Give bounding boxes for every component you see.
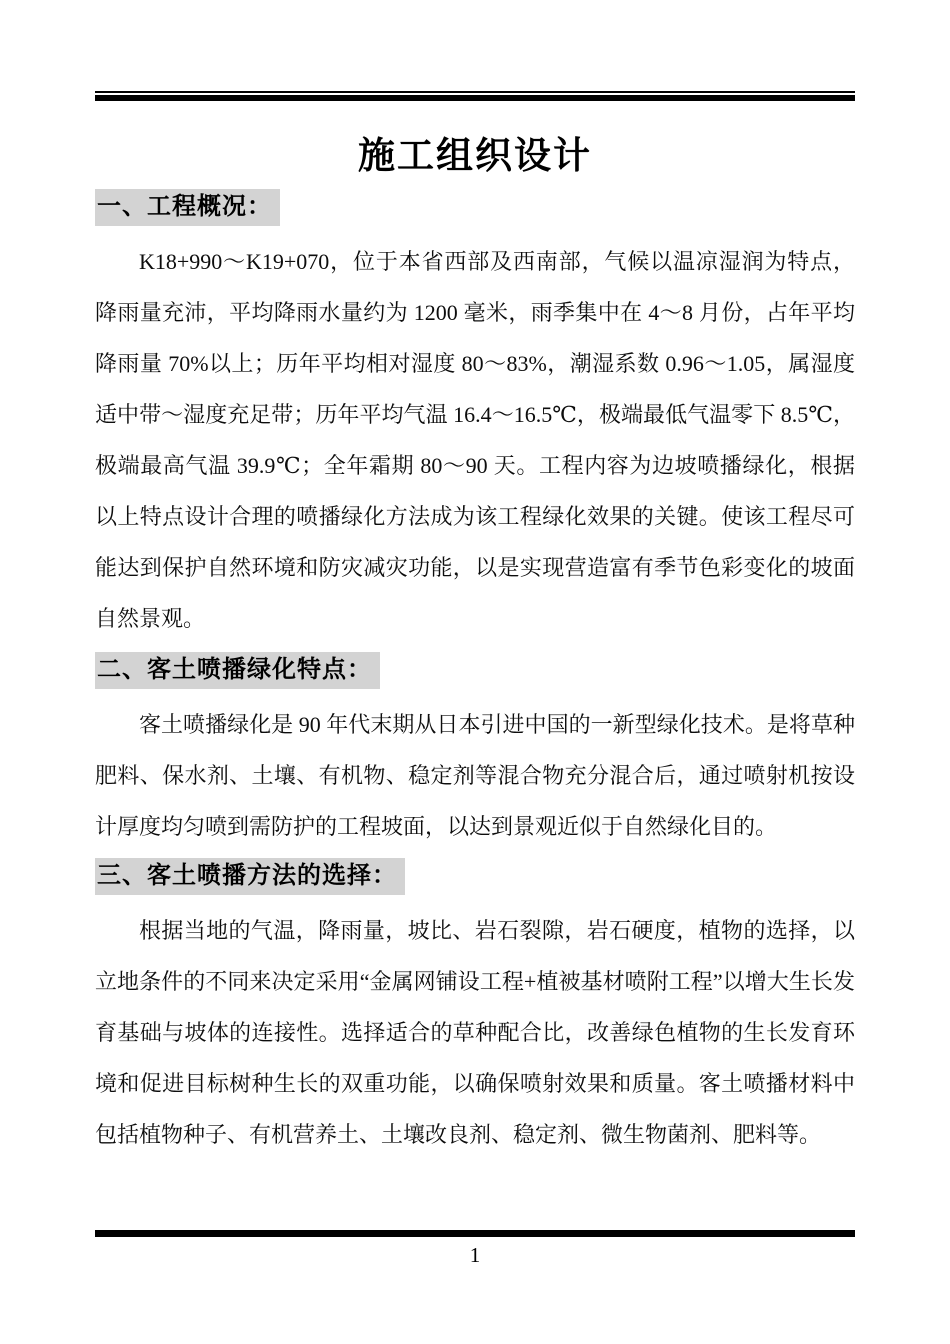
section-1-heading-row [95, 189, 855, 226]
section-2-paragraph: 客土喷播绿化是 90 年代末期从日本引进中国的一新型绿化技术。是将草种肥料、保水剂、土壤、有机物、稳定剂等混合物充分混合后，通过喷射机按设计厚度均匀喷到需防护的工程坡面，以达到景观近似于自然绿化目的。 [95, 712, 855, 839]
top-border-rule [95, 91, 855, 101]
section-heading-features: 二、客土喷播绿化特点： [95, 652, 380, 689]
footer-border-rule [95, 1230, 855, 1237]
section-heading-overview: 一、工程概况： [95, 189, 280, 226]
top-border-thick-line [95, 95, 855, 101]
section-heading-method-selection: 三、客土喷播方法的选择： [95, 858, 405, 895]
document-title: 施工组织设计 [358, 136, 592, 177]
section-3-heading-row [95, 858, 855, 895]
section-1-paragraph: K18+990～K19+070，位于本省西部及西南部，气候以温凉湿润为特点，降雨量充沛，平均降雨水量约为 1200 毫米，雨季集中在 4～8 月份，占年平均降雨量 70%以上；历年平均相对湿度 80～83%，潮湿系数 0.96～1.05，属湿度适中带～湿度充足带；历年平均气温 16.4～16.5℃，极端最低气温零下 8.5℃，极端最高气温 39.9℃；全年霜期 80～90 天。工程内容为边坡喷播绿化，根据以上特点设计合理的喷播绿化方法成为该工程绿化效果的关键。使该工程尽可能达到保护自然环境和防灾减灾功能，以是实现营造富有季节色彩变化的坡面自然景观。 [95, 249, 855, 631]
page-number: 1 [469, 1243, 481, 1267]
section-3-paragraph: 根据当地的气温，降雨量，坡比、岩石裂隙，岩石硬度，植物的选择，以立地条件的不同来决定采用“金属网铺设工程+植被基材喷附工程”以增大生长发育基础与坡体的连接性。选择适合的草种配合比，改善绿色植物的生长发育环境和促进目标树种生长的双重功能，以确保喷射效果和质量。客土喷播材料中包括植物种子、有机营养土、土壤改良剂、稳定剂、微生物菌剂、肥料等。 [95, 918, 855, 1147]
page-content [95, 91, 855, 1160]
section-2-heading-row [95, 652, 855, 689]
